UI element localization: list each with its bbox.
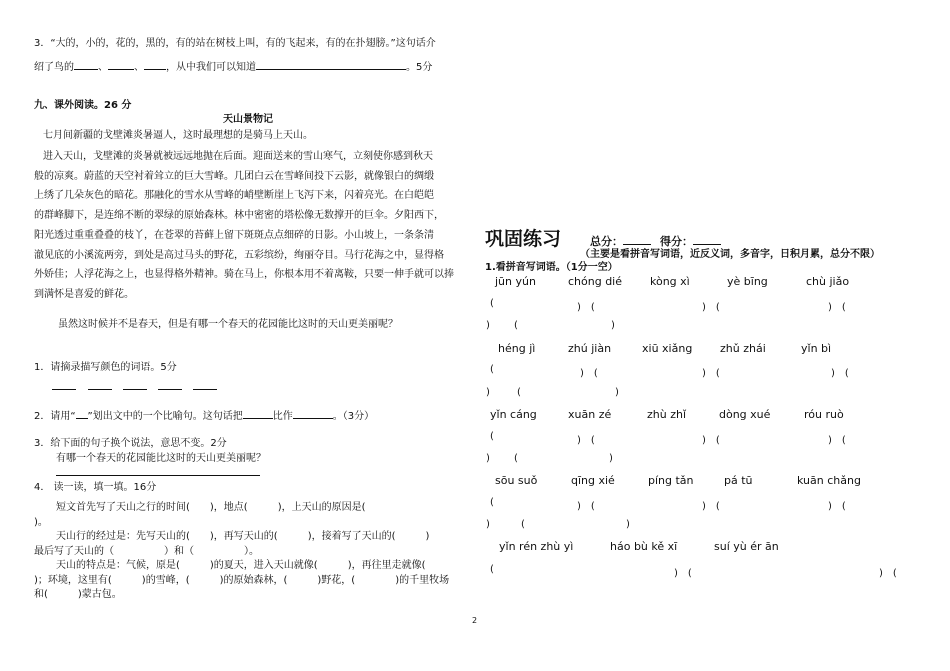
separator: 、: [98, 62, 108, 73]
separator: 、: [134, 62, 144, 73]
answer-paren[interactable]: ) (: [702, 302, 720, 313]
total-score-label: 总分：: [590, 235, 623, 248]
pinyin-word: yè bīng: [727, 275, 768, 288]
answer-paren[interactable]: ) (: [828, 501, 846, 512]
pinyin-word: kuān chǎng: [797, 474, 861, 487]
question-3-score: 。5分: [406, 62, 433, 73]
passage-line: 般的凉爽。蔚蓝的天空衬着耸立的巨大雪峰。几团白云在雪峰间投下云影，就像银白的绸缎: [34, 171, 434, 182]
answer-paren[interactable]: ): [626, 519, 630, 530]
answer-paren[interactable]: ) (: [580, 368, 598, 379]
answer-paren[interactable]: ) (: [828, 435, 846, 446]
pinyin-word: qīng xié: [571, 474, 615, 487]
answer-paren[interactable]: (: [490, 431, 494, 442]
pinyin-word: suí yù ér ān: [714, 540, 779, 553]
answer-paren[interactable]: (: [521, 519, 525, 530]
pinyin-word: héng jì: [498, 342, 536, 355]
pinyin-word: chù jiǎo: [806, 275, 850, 288]
answer-blank[interactable]: [74, 60, 98, 70]
answer-blank[interactable]: [256, 60, 406, 70]
passage-title: 天山景物记: [223, 114, 273, 125]
question-3-text-b: ，从中我们可以知道: [166, 62, 256, 73]
answer-blank[interactable]: [158, 389, 182, 390]
pinyin-word: chóng dié: [568, 275, 623, 288]
reading-question-4: 4． 读一读，填一填。16分: [34, 482, 157, 493]
answer-paren[interactable]: ) (: [577, 302, 595, 313]
earned-score-label: 得分：: [660, 235, 693, 248]
passage-paragraph-3: 虽然这时候并不是春天，但是有哪一个春天的花园能比这时的天山更美丽呢？: [58, 319, 398, 330]
reading-question-4-line: )。: [34, 517, 48, 528]
underline-sample: [76, 409, 88, 419]
page-number: 2: [472, 616, 478, 625]
reading-question-4-line: 短文首先写了天山之行的时间( )，地点( )，上天山的原因是(: [56, 502, 366, 513]
answer-blank[interactable]: [293, 409, 333, 419]
passage-line: 阳光透过重重叠叠的枝丫，在苍翠的苔藓上留下斑斑点点细碎的日影。小山坡上，一条条清: [34, 230, 434, 241]
answer-blank[interactable]: [243, 409, 273, 419]
pinyin-word: zhú jiàn: [568, 342, 612, 355]
section-9-heading: 九、课外阅读。26 分: [34, 100, 132, 111]
answer-paren[interactable]: (: [490, 564, 494, 575]
answer-paren[interactable]: (: [490, 497, 494, 508]
pinyin-word: háo bù kě xī: [610, 540, 678, 553]
pinyin-word: dòng xué: [719, 408, 771, 421]
passage-line: 澈见底的小溪流两旁，到处是高过马头的野花，五彩缤纷，绚丽夺目。马行花海之中，显得格: [34, 250, 444, 261]
answer-paren[interactable]: ): [486, 453, 490, 464]
question-3-line-2: [34, 60, 432, 75]
passage-line: 上绣了几朵灰色的暗花。那融化的雪水从雪峰的峭壁断崖上飞泻下来，闪着亮光。在白皑皑: [34, 190, 434, 201]
answer-blank[interactable]: [108, 60, 134, 70]
answer-paren[interactable]: ) (: [828, 302, 846, 313]
pinyin-word: pá tū: [724, 474, 753, 487]
reading-question-2-text-d: 。（3分）: [332, 411, 375, 422]
passage-line: 到满怀是喜爱的鲜花。: [34, 289, 134, 300]
pinyin-word: yǐn bì: [801, 342, 832, 355]
reading-question-1: 1．请摘录描写颜色的词语。5分: [34, 362, 177, 373]
reading-question-4-line: )；环境，这里有( )的雪峰，( )的原始森林，( )野花，( )的千里牧场: [34, 575, 450, 586]
reading-question-2-text-c: 比作: [272, 411, 293, 422]
earned-score-field[interactable]: [693, 235, 721, 245]
pinyin-word: zhù zhǐ: [647, 408, 687, 421]
answer-paren[interactable]: (: [490, 298, 494, 309]
answer-paren[interactable]: ): [486, 519, 490, 530]
reading-question-4-line: 和( )蒙古包。: [34, 589, 122, 600]
answer-blank[interactable]: [52, 389, 76, 390]
answer-paren[interactable]: (: [514, 320, 518, 331]
answer-paren[interactable]: ) (: [702, 501, 720, 512]
answer-paren[interactable]: ) (: [702, 435, 720, 446]
answer-paren[interactable]: ): [611, 320, 615, 331]
reading-question-2-text-a: 2．请用“: [34, 411, 76, 422]
question-3-line-1: 3．“大的，小的，花的，黑的，有的站在树枝上叫，有的飞起来，有的在扑翅膀。”这句话介: [34, 38, 436, 49]
answer-paren[interactable]: ): [486, 387, 490, 398]
answer-paren[interactable]: (: [514, 453, 518, 464]
passage-line: 的群峰脚下，是连绵不断的翠绿的原始森林。林中密密的塔松像无数撑开的巨伞。夕阳西下，: [34, 210, 444, 221]
pinyin-word: xiū xiǎng: [642, 342, 693, 355]
passage-line: 外娇佳；人浮花海之上，也显得格外精神。骑在马上，你根本用不着离鞍，只要一伸手就可以捧: [34, 269, 454, 280]
answer-paren[interactable]: (: [517, 387, 521, 398]
pinyin-word: yǐn cáng: [490, 408, 537, 421]
reading-question-2-text-b: ”划出文中的一个比喻句。这句话把: [87, 411, 243, 422]
reading-question-4-line: 天山的特点是：气候，原是( )的夏天，进入天山就像( )，再往里走就像(: [56, 560, 426, 571]
answer-blank[interactable]: [144, 60, 166, 70]
passage-paragraph-1: 七月间新疆的戈壁滩炎暑逼人，这时最理想的是骑马上天山。: [43, 130, 313, 141]
answer-paren[interactable]: ): [615, 387, 619, 398]
reading-question-4-line: 天山行的经过是：先写天山的( )，再写天山的( )，接着写了天山的( ): [56, 531, 430, 542]
reading-question-3: 3．给下面的句子换个说法，意思不变。2分: [34, 438, 227, 449]
answer-paren[interactable]: ) (: [879, 568, 897, 579]
reading-question-2: [34, 409, 374, 424]
pinyin-word: sōu suǒ: [495, 474, 538, 487]
reading-question-3-sentence: 有哪一个春天的花园能比这时的天山更美丽呢？: [56, 453, 266, 464]
answer-paren[interactable]: ) (: [831, 368, 849, 379]
answer-blank[interactable]: [123, 389, 147, 390]
answer-blank[interactable]: [88, 389, 112, 390]
answer-paren[interactable]: ) (: [702, 368, 720, 379]
answer-blank[interactable]: [193, 389, 217, 390]
pinyin-word: píng tǎn: [648, 474, 694, 487]
worksheet-subtitle: （主要是看拼音写词语，近反义词，多音字，日积月累，总分不限）: [580, 249, 880, 260]
reading-question-4-line: 最后写了天山的（ ）和（ ）。: [34, 546, 259, 557]
answer-blank[interactable]: [56, 475, 260, 476]
pinyin-word: róu ruò: [804, 408, 844, 421]
worksheet-title: 巩固练习: [485, 228, 562, 250]
pinyin-word: jūn yún: [495, 275, 536, 288]
answer-paren[interactable]: ): [609, 453, 613, 464]
answer-paren[interactable]: ) (: [577, 501, 595, 512]
pinyin-word: kòng xì: [650, 275, 690, 288]
task-1-heading: 1.看拼音写词语。（1分一空）: [485, 262, 618, 273]
answer-paren[interactable]: ) (: [577, 435, 595, 446]
pinyin-word: yǐn rén zhù yì: [499, 540, 574, 553]
answer-paren[interactable]: (: [490, 364, 494, 375]
passage-line: 进入天山，戈壁滩的炎暑就被远远地抛在后面。迎面送来的雪山寒气，立刻使你感到秋天: [43, 151, 433, 162]
question-3-text-a: 绍了鸟的: [34, 62, 74, 73]
pinyin-word: zhǔ zhái: [720, 342, 766, 355]
pinyin-word: xuān zé: [568, 408, 612, 421]
answer-paren[interactable]: ): [486, 320, 490, 331]
answer-paren[interactable]: ) (: [674, 568, 692, 579]
total-score-field[interactable]: [623, 235, 651, 245]
